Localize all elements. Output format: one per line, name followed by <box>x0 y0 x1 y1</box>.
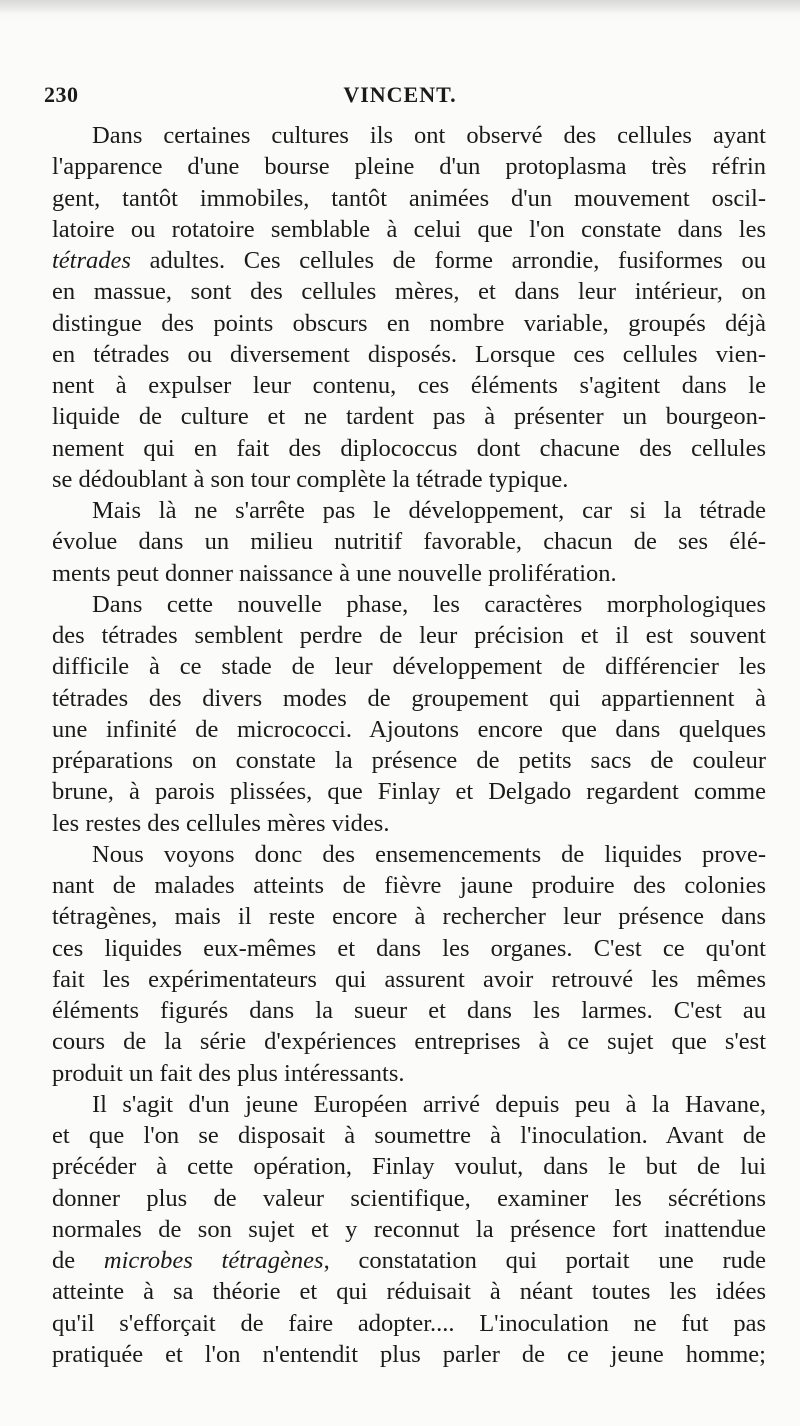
text-line: tétrades adultes. Ces cellules de forme arrondie, fusiformes ou <box>52 247 766 274</box>
text-line: de microbes tétragènes, constatation qui portait une rude <box>52 1247 766 1274</box>
text-line: Dans certaines cultures ils ont observé des cellules ayant <box>92 122 766 149</box>
text-line: préparations on constate la présence de petits sacs de couleur <box>52 747 766 774</box>
text-line: une infinité de micrococci. Ajoutons encore que dans quelques <box>52 715 766 743</box>
text-line: cours de la série d'expériences entreprises à ce sujet que s'est <box>52 1028 766 1056</box>
text-line: Nous voyons donc des ensemencements de liquides prove- <box>92 840 766 868</box>
text-line: et que l'on se disposait à soumettre à l'inoculation. Avant de <box>52 1122 766 1149</box>
text-line: évolue dans un milieu nutritif favorable, chacun de ses élé- <box>52 528 766 556</box>
page-number: 230 <box>44 82 79 107</box>
text-line: pratiquée et l'on n'entendit plus parler de ce jeune homme; <box>52 1340 766 1368</box>
text-line: brune, à parois plissées, que Finlay et Delgado regardent comme <box>52 778 766 806</box>
text-line: qu'il s'efforçait de faire adopter.... L'inoculation ne fut pas <box>52 1309 766 1337</box>
running-title: VINCENT. <box>343 82 457 107</box>
text-line: les restes des cellules mères vides. <box>52 809 390 837</box>
text-line: produit un fait des plus intéressants. <box>52 1059 405 1087</box>
body-text <box>52 120 766 1370</box>
text-line: nent à expulser leur contenu, ces éléments s'agitent dans le <box>52 372 766 399</box>
text-line: Mais là ne s'arrête pas le développement, car si la tétrade <box>92 497 766 524</box>
text-line: se dédoublant à son tour complète la tétrade typique. <box>52 465 569 493</box>
text-line: tétragènes, mais il reste encore à rechercher leur présence dans <box>52 903 766 931</box>
text-line: en massue, sont des cellules mères, et dans leur intérieur, on <box>52 278 766 306</box>
text-line: gent, tantôt immobiles, tantôt animées d'un mouvement oscil- <box>52 184 766 212</box>
text-line: donner plus de valeur scientifique, examiner les sécrétions <box>52 1184 766 1212</box>
text-line: atteinte à sa théorie et qui réduisait à néant toutes les idées <box>52 1278 766 1306</box>
text-line: ments peut donner naissance à une nouvelle prolifération. <box>52 559 617 587</box>
page-edge-shadow <box>0 0 800 14</box>
text-line: difficile à ce stade de leur développement de différencier les <box>52 653 766 681</box>
text-line: éléments figurés dans la sueur et dans les larmes. C'est au <box>52 997 766 1024</box>
text-line: normales de son sujet et y reconnut la présence fort inattendue <box>52 1215 766 1243</box>
text-line: distingue des points obscurs en nombre variable, groupés déjà <box>52 309 766 337</box>
text-line: nant de malades atteints de fièvre jaune produire des colonies <box>52 872 766 899</box>
text-line: l'apparence d'une bourse pleine d'un protoplasma très réfrin <box>52 153 766 181</box>
italic-term: tétrades <box>52 247 131 274</box>
text-line: nement qui en fait des diplococcus dont chacune des cellules <box>52 434 766 462</box>
text-line: Dans cette nouvelle phase, les caractères morphologiques <box>92 590 766 618</box>
text-line: liquide de culture et ne tardent pas à présenter un bourgeon- <box>52 403 766 431</box>
running-head <box>44 82 756 112</box>
text-line: ces liquides eux-mêmes et dans les organes. C'est ce qu'ont <box>52 934 766 962</box>
text-line: fait les expérimentateurs qui assurent avoir retrouvé les mêmes <box>52 965 766 993</box>
italic-term: microbes tétragènes <box>103 1247 324 1274</box>
text-line: des tétrades semblent perdre de leur précision et il est souvent <box>52 622 766 649</box>
text-line: Il s'agit d'un jeune Européen arrivé depuis peu à la Havane, <box>92 1090 766 1118</box>
text-line: latoire ou rotatoire semblable à celui que l'on constate dans les <box>52 215 766 243</box>
text-line: tétrades des divers modes de groupement qui appartiennent à <box>52 684 766 712</box>
text-line: en tétrades ou diversement disposés. Lorsque ces cellules vien- <box>52 340 766 368</box>
text-line: précéder à cette opération, Finlay voulut, dans le but de lui <box>52 1153 766 1181</box>
